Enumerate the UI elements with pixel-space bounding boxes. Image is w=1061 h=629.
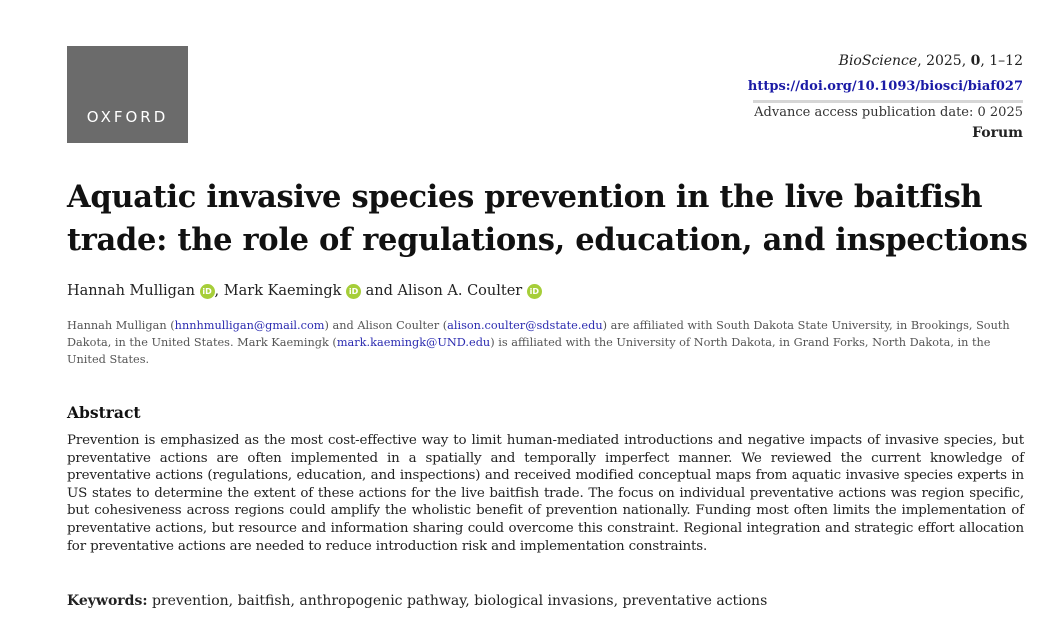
logo-text: OXFORD <box>86 108 169 126</box>
orcid-icon[interactable]: iD <box>200 284 215 299</box>
article-title: Aquatic invasive species prevention in the live baitfish trade: the role of regulations, education, and inspections <box>67 179 1028 258</box>
abstract-text: Prevention is emphasized as the most cost-effective way to limit human-mediated introductions and negative impacts of invasive species, but preventative actions are often implemented in a spatially and temporally imperfect manner. We reviewed the current knowledge of preventative actions (regulations, education, and inspections) and received modified conceptual maps from aquatic invasive species experts in US states to determine the extent of these actions for the live baitfish trade. The focus on individual preventative actions was region specific, but cohesiveness across regions could amplify the wholistic benefit of prevention nationally. Funding most often limits the implementation of preventative actions, but resource and information sharing could overcome this constraint. Regional integration and strategic effort allocation for preventative actions are needed to reduce introduction risk and implementation constraints. <box>67 433 1024 554</box>
journal-name: BioScience <box>838 53 918 69</box>
author-separator: and <box>361 283 398 299</box>
article-metadata <box>748 52 1023 143</box>
affiliations <box>67 317 1027 368</box>
journal-pages: , 1–12 <box>980 53 1023 69</box>
affiliation-text: ) and Alison Coulter ( <box>324 319 448 332</box>
keywords-label: Keywords: <box>67 593 148 609</box>
email-link[interactable]: hnnhmulligan@gmail.com <box>174 319 325 332</box>
email-link[interactable]: mark.kaemingk@UND.edu <box>336 336 491 349</box>
affiliation-text: ) are affiliated with South Dakota State University, in Brookings, South Dakota, in the United States. Mark Kaemingk ( <box>67 319 1010 349</box>
author-name[interactable]: Alison A. Coulter <box>397 283 523 299</box>
keywords <box>67 593 767 609</box>
advance-access-date: Advance access publication date: 0 2025 <box>754 105 1023 120</box>
author-name[interactable]: Mark Kaemingk <box>223 283 342 299</box>
abstract-heading: Abstract <box>67 403 141 422</box>
keywords-list: prevention, baitfish, anthropogenic pathway, biological invasions, preventative actions <box>147 593 768 609</box>
author-list <box>67 283 542 299</box>
orcid-icon[interactable]: iD <box>527 284 542 299</box>
author-separator: , <box>214 283 224 299</box>
orcid-icon[interactable]: iD <box>346 284 361 299</box>
journal-volume: 0 <box>970 53 981 69</box>
author-name[interactable]: Hannah Mulligan <box>67 283 195 299</box>
article-section: Forum <box>972 125 1023 141</box>
oxford-logo <box>67 46 188 143</box>
journal-citation <box>748 52 1023 71</box>
email-link[interactable]: alison.coulter@sdstate.edu <box>447 319 603 332</box>
affiliation-text: Hannah Mulligan ( <box>67 319 175 332</box>
doi-link[interactable]: https://doi.org/10.1093/biosci/biaf027 <box>747 79 1023 94</box>
journal-year: , 2025, <box>917 53 971 69</box>
affiliation-text: ) is affiliated with the University of North Dakota, in Grand Forks, North Dakota, in the United States. <box>67 336 991 366</box>
